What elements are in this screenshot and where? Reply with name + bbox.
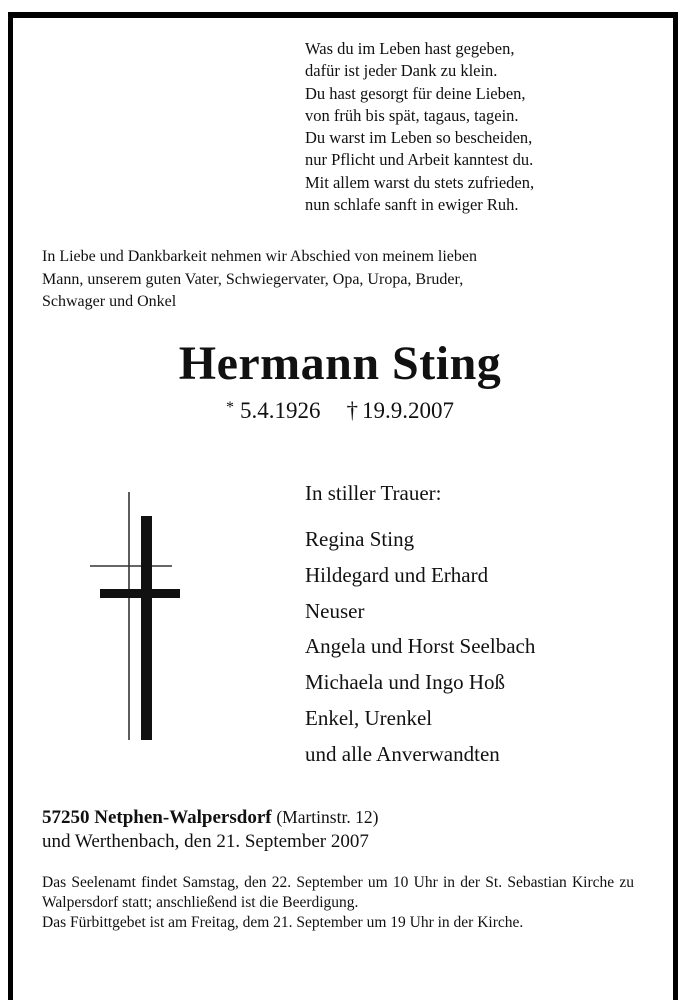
mourner-entry: Neuser: [305, 598, 365, 623]
mourner-entry: Hildegard und Erhard: [305, 562, 489, 587]
poem-line: Was du im Leben hast gegeben,: [305, 39, 515, 58]
poem-line: dafür ist jeder Dank zu klein.: [305, 61, 498, 81]
poem-line: nun schlafe sanft in ewiger Ruh.: [305, 195, 519, 215]
mourner-entry: Angela und Horst Seelbach: [305, 634, 536, 659]
death-symbol: †: [346, 398, 358, 423]
mourner-entry: Michaela und Ingo Hoß: [305, 670, 506, 695]
service-notes: [42, 873, 634, 933]
life-dates: [0, 398, 680, 424]
cross-bold-vertical: [141, 516, 152, 740]
intro-line: Schwager und Onkel: [42, 293, 177, 310]
address-block: [42, 805, 662, 854]
intro-line: Mann, unserem guten Vater, Schwiegervater, Opa, Uropa, Bruder,: [42, 270, 464, 288]
mourner-entry: Regina Sting: [305, 527, 415, 551]
mourner-entry: und alle Anverwandten: [305, 741, 500, 766]
prayer-note: Das Fürbittgebet ist am Freitag, dem 21. September um 19 Uhr in der Kirche.: [42, 914, 524, 931]
poem-line: Mit allem warst du stets zufrieden,: [305, 172, 535, 192]
mourners-heading: In stiller Trauer:: [305, 481, 442, 505]
farewell-intro: [42, 246, 642, 314]
cross-bold-horizontal: [100, 589, 180, 598]
birth-date: 5.4.1926: [240, 398, 321, 423]
poem-line: Du warst im Leben so bescheiden,: [305, 128, 533, 148]
death-date: 19.9.2007: [362, 398, 454, 423]
cross-icon: [88, 492, 188, 742]
address-date-line: und Werthenbach, den 21. September 2007: [42, 831, 369, 852]
birth-symbol: *: [226, 399, 234, 416]
poem-line: nur Pflicht und Arbeit kanntest du.: [305, 150, 534, 170]
intro-line: In Liebe und Dankbarkeit nehmen wir Abschied von meinem lieben: [42, 248, 477, 265]
requiem-note: Das Seelenamt findet Samstag, den 22. September um 10 Uhr in der St. Sebastian Kirche zu Walpersdorf statt; anschließend ist die Beerdigung.: [42, 874, 634, 911]
deceased-name: Hermann Sting: [178, 337, 502, 390]
memorial-poem: [305, 38, 635, 216]
address-town: 57250 Netphen-Walpersdorf: [42, 807, 272, 828]
poem-line: von früh bis spät, tagaus, tagein.: [305, 105, 519, 125]
mourner-entry: Enkel, Urenkel: [305, 705, 433, 730]
poem-line: Du hast gesorgt für deine Lieben,: [305, 83, 526, 103]
address-street: (Martinstr. 12): [276, 807, 379, 827]
mourners-block: [305, 480, 645, 773]
